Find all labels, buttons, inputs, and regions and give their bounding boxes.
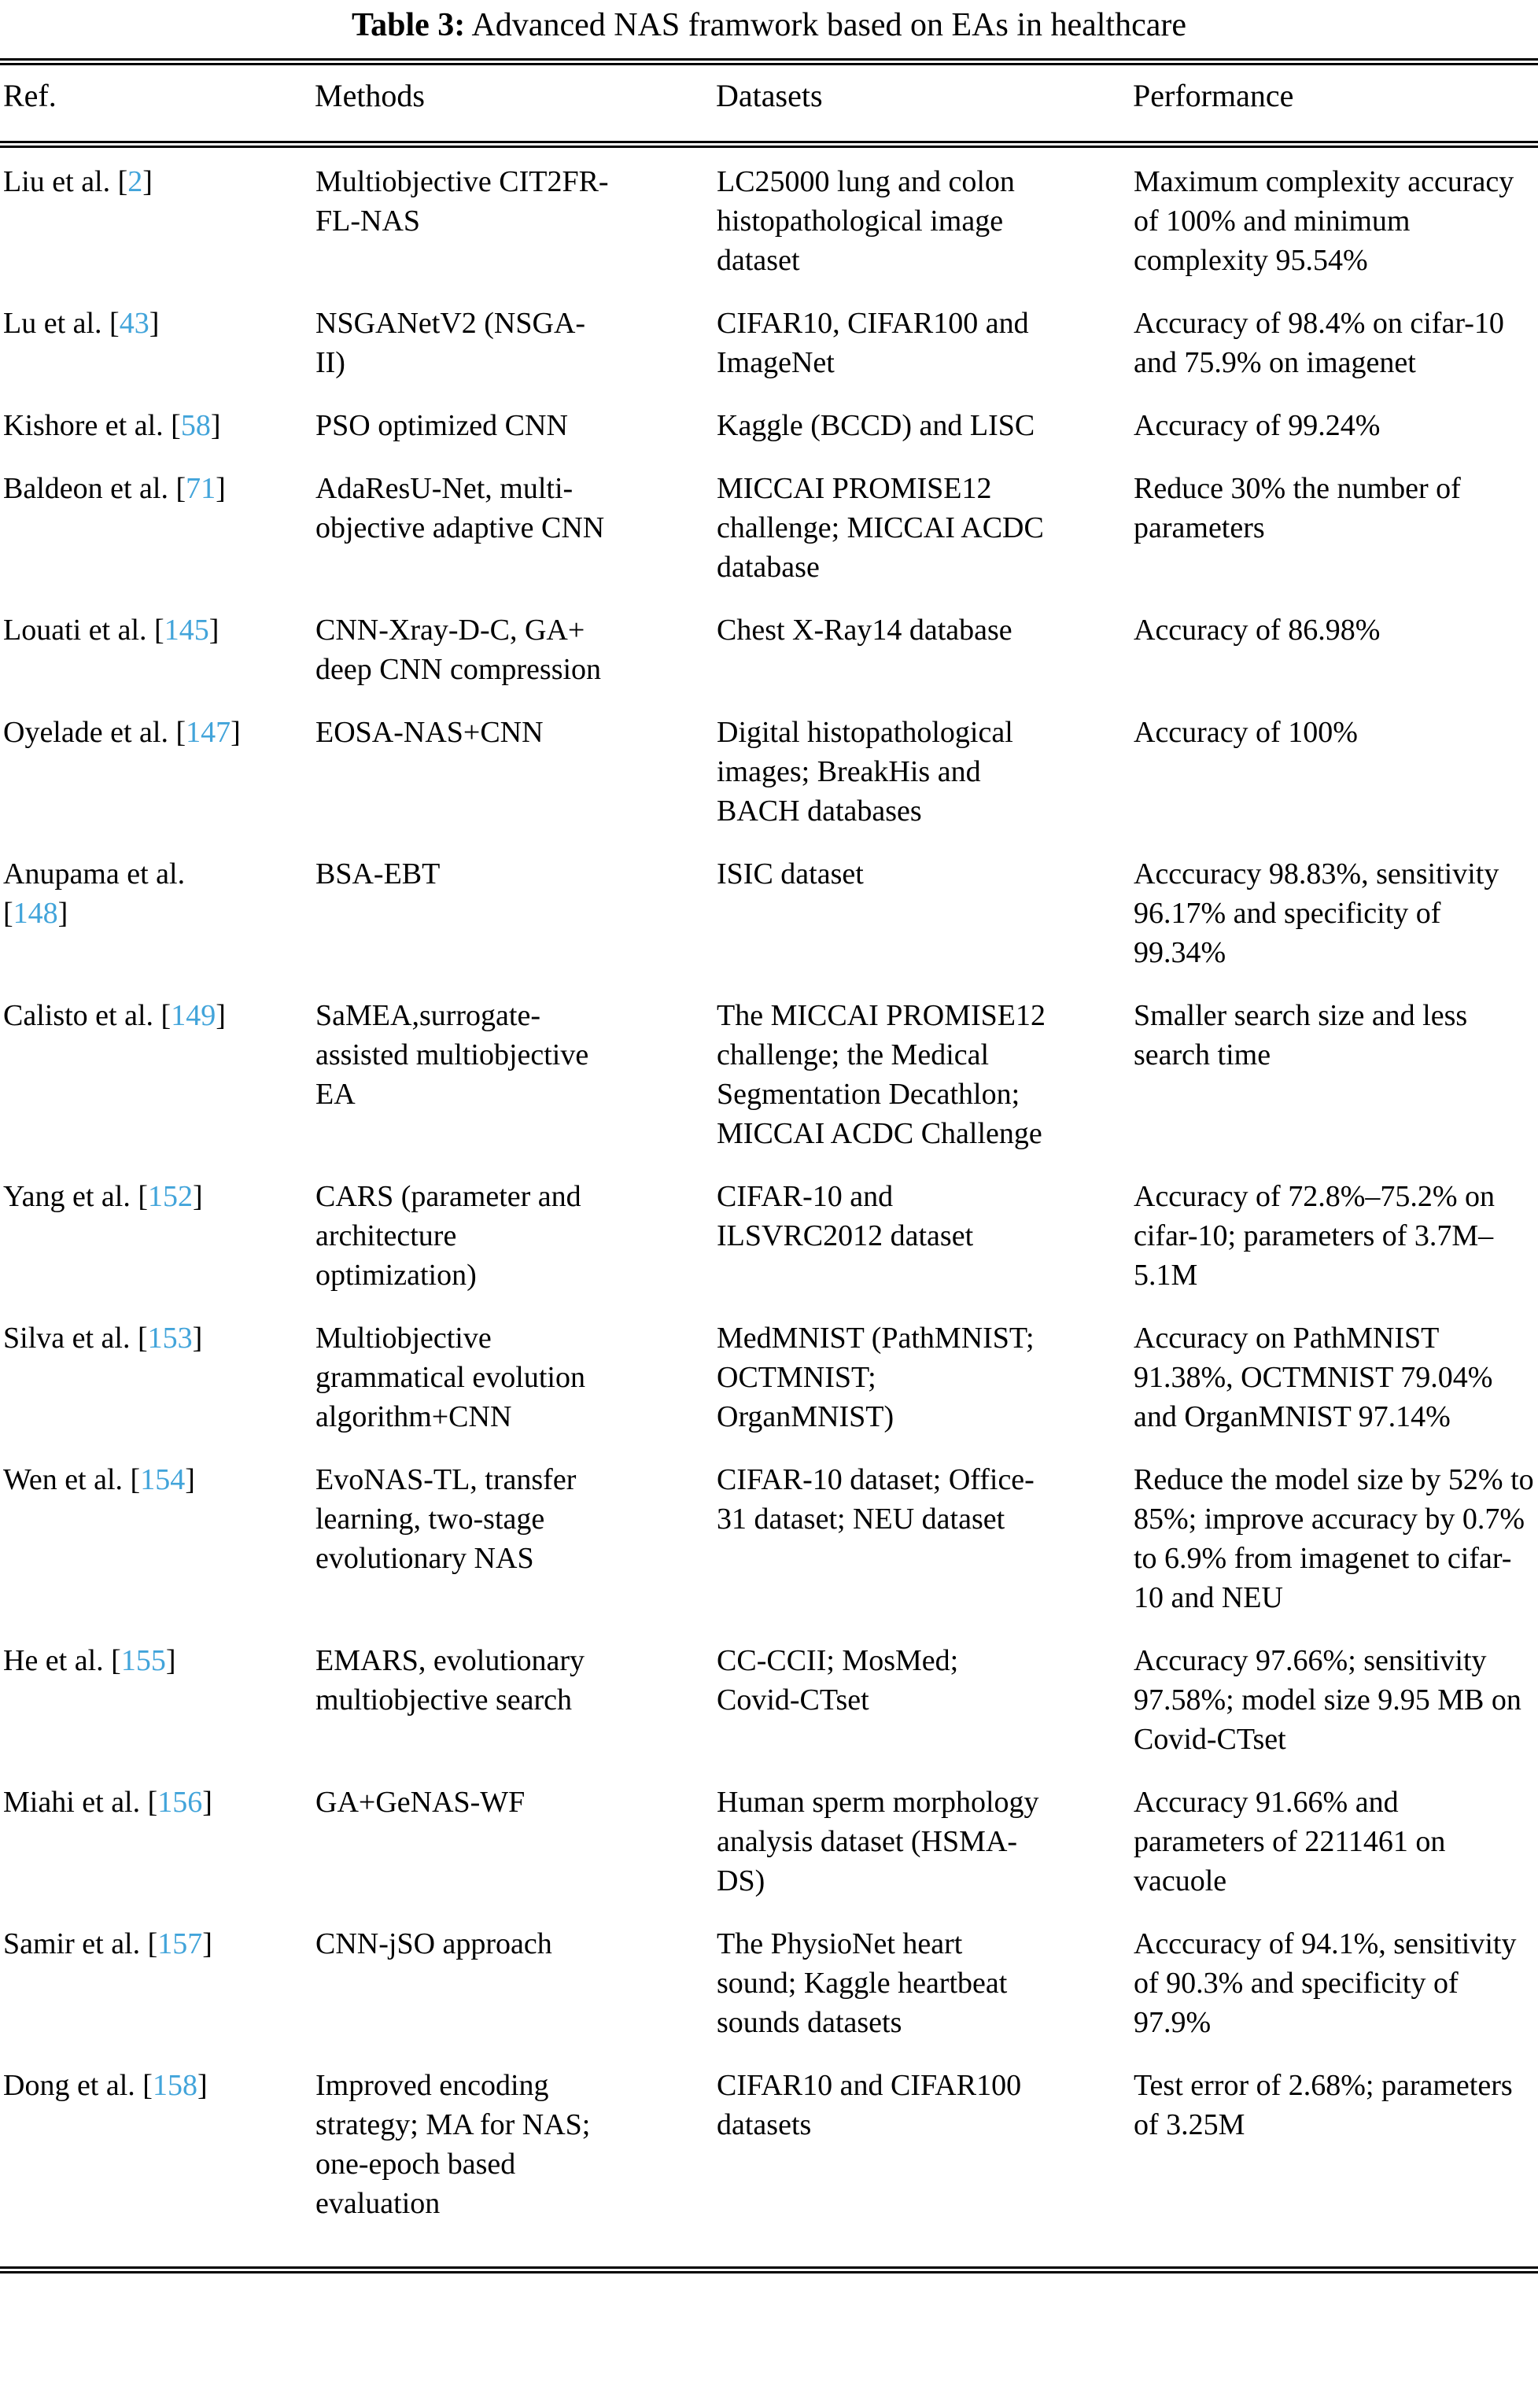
datasets-cell: CIFAR10, CIFAR100 and ImageNet bbox=[717, 307, 1029, 379]
ref-bracket-close: ] bbox=[192, 1322, 203, 1355]
ref-author: Dong et al. [ bbox=[3, 2069, 153, 2102]
citation-link[interactable]: 154 bbox=[140, 1463, 186, 1496]
citation-link[interactable]: 149 bbox=[171, 999, 216, 1032]
methods-cell: BSA-EBT bbox=[315, 857, 441, 891]
citation-link[interactable]: 145 bbox=[164, 614, 209, 647]
table-row bbox=[0, 2052, 1538, 2270]
ref-author: Baldeon et al. [ bbox=[3, 472, 186, 505]
performance-cell: Accuracy 91.66% and parameters of 2211461 on vacuole bbox=[1134, 1786, 1446, 1897]
performance-cell: Accuracy of 72.8%–75.2% on cifar-10; parameters of 3.7M–5.1M bbox=[1134, 1180, 1496, 1292]
methods-cell: PSO optimized CNN bbox=[315, 409, 568, 442]
performance-cell: Smaller search size and less search time bbox=[1134, 999, 1468, 1071]
performance-cell: Reduce the model size by 52% to 85%; improve accuracy by 0.7% to 6.9% from imagenet to cifar-10 and NEU bbox=[1134, 1463, 1534, 1614]
citation-link[interactable]: 152 bbox=[148, 1180, 194, 1213]
ref-cell bbox=[0, 455, 315, 596]
methods-cell: NSGANetV2 (NSGA-II) bbox=[315, 307, 586, 379]
table-row bbox=[0, 1163, 1538, 1304]
ref-cell bbox=[0, 840, 315, 982]
performance-cell: Acccuracy 98.83%, sensitivity 96.17% and specificity of 99.34% bbox=[1134, 857, 1499, 969]
table-row bbox=[0, 699, 1538, 840]
ref-cell bbox=[0, 2052, 315, 2270]
datasets-cell: Kaggle (BCCD) and LISC bbox=[717, 409, 1035, 442]
performance-cell: Accuracy of 99.24% bbox=[1134, 409, 1381, 442]
nas-ea-healthcare-table bbox=[0, 58, 1538, 2273]
ref-bracket-close: ] bbox=[142, 165, 153, 198]
table-row bbox=[0, 596, 1538, 699]
ref-author: Miahi et al. [ bbox=[3, 1786, 158, 1819]
methods-cell: AdaResU-Net, multi-objective adaptive CNN bbox=[315, 472, 605, 544]
citation-link[interactable]: 43 bbox=[119, 307, 149, 340]
methods-cell: EMARS, evolutionary multiobjective search bbox=[315, 1644, 585, 1717]
table-body bbox=[0, 145, 1538, 2270]
datasets-cell: ISIC dataset bbox=[717, 857, 864, 891]
ref-author: Lu et al. [ bbox=[3, 307, 120, 340]
table-caption bbox=[0, 6, 1538, 44]
datasets-cell: CIFAR10 and CIFAR100 datasets bbox=[716, 2052, 1133, 2270]
datasets-cell: Chest X-Ray14 database bbox=[717, 614, 1012, 647]
datasets-cell: Human sperm morphology analysis dataset (HSMA-DS) bbox=[717, 1786, 1039, 1897]
ref-author: Oyelade et al. [ bbox=[3, 716, 186, 749]
table-row bbox=[0, 1446, 1538, 1627]
ref-author: Yang et al. [ bbox=[3, 1180, 149, 1213]
datasets-cell: CIFAR-10 dataset; Office-31 dataset; NEU dataset bbox=[717, 1463, 1035, 1536]
performance-cell: Accuracy of 98.4% on cifar-10 and 75.9% on imagenet bbox=[1134, 307, 1504, 379]
citation-link[interactable]: 158 bbox=[152, 2069, 197, 2102]
citation-link[interactable]: 155 bbox=[120, 1644, 166, 1677]
ref-cell bbox=[0, 1627, 315, 1768]
ref-bracket-close: ] bbox=[197, 2069, 208, 2102]
table-caption-text: Advanced NAS framwork based on EAs in healthcare bbox=[465, 7, 1187, 43]
ref-author: Liu et al. [ bbox=[3, 165, 128, 198]
table-row bbox=[0, 392, 1538, 455]
ref-cell bbox=[0, 1304, 315, 1446]
performance-cell: Accuracy of 100% bbox=[1134, 716, 1358, 749]
performance-cell: Acccuracy of 94.1%, sensitivity of 90.3% and specificity of 97.9% bbox=[1134, 1927, 1517, 2039]
table-row bbox=[0, 289, 1538, 392]
methods-cell: CNN-Xray-D-C, GA+ deep CNN compression bbox=[315, 614, 602, 686]
performance-cell: Accuracy on PathMNIST 91.38%, OCTMNIST 79.04% and OrganMNIST 97.14% bbox=[1134, 1322, 1493, 1433]
ref-cell bbox=[0, 982, 315, 1163]
table-row bbox=[0, 840, 1538, 982]
ref-bracket-close: ] bbox=[57, 897, 68, 930]
table-row bbox=[0, 1627, 1538, 1768]
datasets-cell: CC-CCII; MosMed; Covid-CTset bbox=[717, 1644, 959, 1717]
ref-bracket-close: ] bbox=[210, 409, 221, 442]
performance-cell: Maximum complexity accuracy of 100% and minimum complexity 95.54% bbox=[1134, 165, 1514, 277]
ref-author: Calisto et al. [ bbox=[3, 999, 172, 1032]
citation-link[interactable]: 157 bbox=[157, 1927, 203, 1960]
methods-cell: CNN-jSO approach bbox=[315, 1927, 552, 1960]
ref-bracket-close: ] bbox=[231, 716, 241, 749]
citation-link[interactable]: 148 bbox=[13, 897, 58, 930]
datasets-cell: Digital histopathological images; BreakHis and BACH databases bbox=[717, 716, 1013, 828]
ref-bracket-close: ] bbox=[216, 472, 226, 505]
ref-author: Wen et al. [ bbox=[3, 1463, 141, 1496]
ref-cell bbox=[0, 596, 315, 699]
column-header-performance: Performance bbox=[1133, 62, 1538, 145]
datasets-cell: The MICCAI PROMISE12 challenge; the Medical Segmentation Decathlon; MICCAI ACDC Challenge bbox=[717, 999, 1046, 1150]
datasets-cell: MedMNIST (PathMNIST; OCTMNIST; OrganMNIST) bbox=[717, 1322, 1035, 1433]
ref-bracket-close: ] bbox=[202, 1927, 212, 1960]
ref-cell bbox=[0, 289, 315, 392]
performance-cell: Accuracy of 86.98% bbox=[1134, 614, 1381, 647]
ref-bracket-close: ] bbox=[202, 1786, 212, 1819]
ref-cell bbox=[0, 699, 315, 840]
methods-cell: CARS (parameter and architecture optimization) bbox=[315, 1180, 581, 1292]
ref-author: Kishore et al. [ bbox=[3, 409, 181, 442]
ref-bracket-close: ] bbox=[165, 1644, 176, 1677]
methods-cell: Multiobjective grammatical evolution algorithm+CNN bbox=[315, 1322, 585, 1433]
ref-bracket-close: ] bbox=[208, 614, 219, 647]
ref-author: Louati et al. [ bbox=[3, 614, 164, 647]
citation-link[interactable]: 147 bbox=[186, 716, 231, 749]
methods-cell: GA+GeNAS-WF bbox=[315, 1786, 526, 1819]
ref-author: Silva et al. [ bbox=[3, 1322, 148, 1355]
ref-author: He et al. [ bbox=[3, 1644, 121, 1677]
methods-cell: Improved encoding strategy; MA for NAS; one-epoch based evaluation bbox=[315, 2052, 716, 2270]
ref-bracket-close: ] bbox=[193, 1180, 203, 1213]
methods-cell: Multiobjective CIT2FR-FL-NAS bbox=[315, 165, 609, 238]
ref-bracket-close: ] bbox=[216, 999, 226, 1032]
datasets-cell: MICCAI PROMISE12 challenge; MICCAI ACDC database bbox=[717, 472, 1044, 584]
column-header-datasets: Datasets bbox=[716, 62, 1133, 145]
ref-author: Samir et al. [ bbox=[3, 1927, 158, 1960]
table-row bbox=[0, 982, 1538, 1163]
column-header-methods: Methods bbox=[315, 62, 716, 145]
table-row bbox=[0, 1910, 1538, 2052]
citation-link[interactable]: 58 bbox=[180, 409, 211, 442]
datasets-cell: CIFAR-10 and ILSVRC2012 dataset bbox=[717, 1180, 974, 1252]
column-header-ref: Ref. bbox=[0, 62, 315, 145]
citation-link[interactable]: 153 bbox=[147, 1322, 193, 1355]
ref-author: Anupama et al. [ bbox=[3, 857, 186, 930]
citation-link[interactable]: 156 bbox=[157, 1786, 203, 1819]
datasets-cell: The PhysioNet heart sound; Kaggle heartbeat sounds datasets bbox=[717, 1927, 1008, 2039]
ref-cell bbox=[0, 1910, 315, 2052]
table-caption-label: Table 3: bbox=[351, 7, 466, 43]
ref-cell bbox=[0, 1446, 315, 1627]
ref-cell bbox=[0, 145, 315, 290]
citation-link[interactable]: 71 bbox=[186, 472, 216, 505]
methods-cell: EvoNAS-TL, transfer learning, two-stage evolutionary NAS bbox=[315, 1463, 577, 1575]
ref-cell bbox=[0, 1768, 315, 1910]
ref-bracket-close: ] bbox=[185, 1463, 195, 1496]
methods-cell: SaMEA,surrogate-assisted multiobjective EA bbox=[315, 999, 589, 1111]
table-row bbox=[0, 145, 1538, 290]
ref-bracket-close: ] bbox=[149, 307, 160, 340]
methods-cell: EOSA-NAS+CNN bbox=[315, 716, 544, 749]
performance-cell: Test error of 2.68%; parameters of 3.25M bbox=[1133, 2052, 1538, 2270]
table-row bbox=[0, 455, 1538, 596]
datasets-cell: LC25000 lung and colon histopathological image dataset bbox=[717, 165, 1015, 277]
performance-cell: Reduce 30% the number of parameters bbox=[1134, 472, 1461, 544]
table-row bbox=[0, 1768, 1538, 1910]
ref-cell bbox=[0, 392, 315, 455]
performance-cell: Accuracy 97.66%; sensitivity 97.58%; model size 9.95 MB on Covid-CTset bbox=[1134, 1644, 1521, 1756]
ref-cell bbox=[0, 1163, 315, 1304]
header-row bbox=[0, 62, 1538, 145]
citation-link[interactable]: 2 bbox=[127, 165, 143, 198]
table-row bbox=[0, 1304, 1538, 1446]
